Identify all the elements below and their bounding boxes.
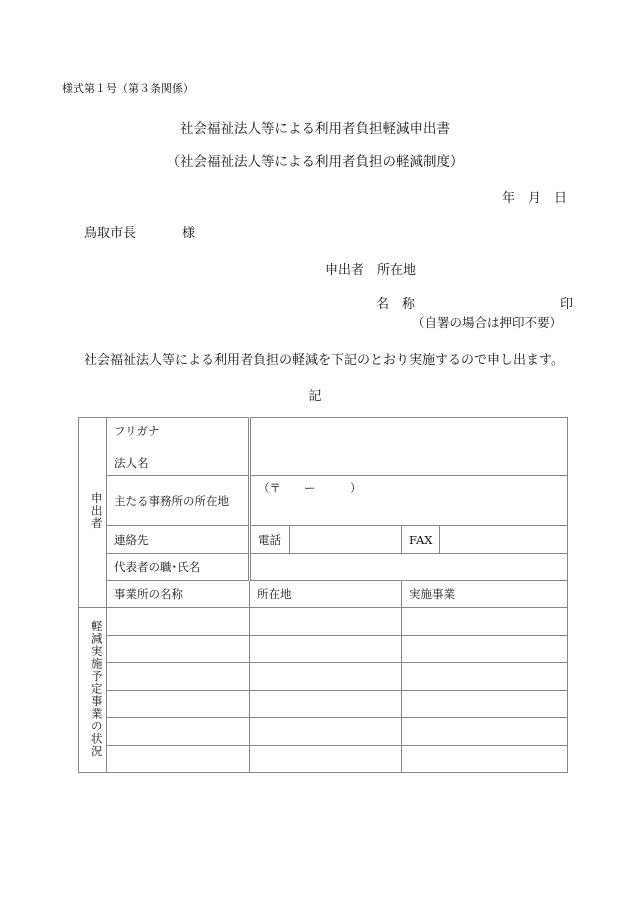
section-applicant-label: 申出者 <box>79 418 107 608</box>
ki-heading: 記 <box>308 389 322 404</box>
phone-field[interactable] <box>290 526 402 554</box>
postal-code-label: （〒 ー ） <box>258 481 362 495</box>
applicant-name-label: 名 称 <box>376 297 416 312</box>
service-cell[interactable] <box>402 636 568 663</box>
location-cell[interactable] <box>250 663 402 691</box>
seal-note: （自署の場合は押印不要） <box>412 315 563 330</box>
office-name-cell[interactable] <box>107 636 250 663</box>
corp-name-field[interactable] <box>250 418 568 476</box>
office-name-cell[interactable] <box>107 608 250 636</box>
col-header-service: 実施事業 <box>402 581 568 608</box>
location-cell[interactable] <box>250 718 402 746</box>
statement-text: 社会福祉法人等による利用者負担の軽減を下記のとおり実施するので申し出ます。 <box>84 353 564 368</box>
location-cell[interactable] <box>250 746 402 773</box>
document-title: 社会福祉法人等による利用者負担軽減申出書 <box>180 121 450 137</box>
seal-mark: 印 <box>560 297 574 312</box>
service-cell[interactable] <box>402 663 568 691</box>
office-address-label: 主たる事務所の所在地 <box>107 476 250 526</box>
office-address-field[interactable] <box>250 476 568 526</box>
col-header-location: 所在地 <box>250 581 402 608</box>
fax-label: FAX <box>402 526 440 554</box>
corp-name-label <box>107 418 250 476</box>
service-cell[interactable] <box>402 746 568 773</box>
application-table <box>78 417 568 773</box>
service-cell[interactable] <box>402 691 568 718</box>
corp-name-text: 法人名 <box>114 455 149 470</box>
addressee-name: 鳥取市長 <box>84 226 137 241</box>
section-planned-services-label: 軽減実施予定事業の状況 <box>79 608 107 773</box>
representative-label: 代表者の職･氏名 <box>107 554 250 581</box>
location-cell[interactable] <box>250 608 402 636</box>
furigana-label: フリガナ <box>114 423 160 438</box>
phone-label: 電話 <box>250 526 290 554</box>
office-name-cell[interactable] <box>107 746 250 773</box>
service-cell[interactable] <box>402 608 568 636</box>
office-name-cell[interactable] <box>107 718 250 746</box>
col-header-office-name: 事業所の名称 <box>107 581 250 608</box>
fax-field[interactable] <box>440 526 568 554</box>
addressee <box>84 222 195 241</box>
location-cell[interactable] <box>250 691 402 718</box>
form-number: 様式第１号（第３条関係） <box>62 82 194 95</box>
contact-label: 連絡先 <box>107 526 250 554</box>
service-cell[interactable] <box>402 718 568 746</box>
location-cell[interactable] <box>250 636 402 663</box>
document-subtitle: （社会福祉法人等による利用者負担の軽減制度） <box>166 154 464 170</box>
office-name-cell[interactable] <box>107 691 250 718</box>
office-name-cell[interactable] <box>107 663 250 691</box>
date-line: 年 月 日 <box>502 191 568 206</box>
representative-field[interactable] <box>250 554 568 581</box>
addressee-honorific: 様 <box>182 226 196 241</box>
applicant-address-label: 申出者 所在地 <box>325 263 417 278</box>
